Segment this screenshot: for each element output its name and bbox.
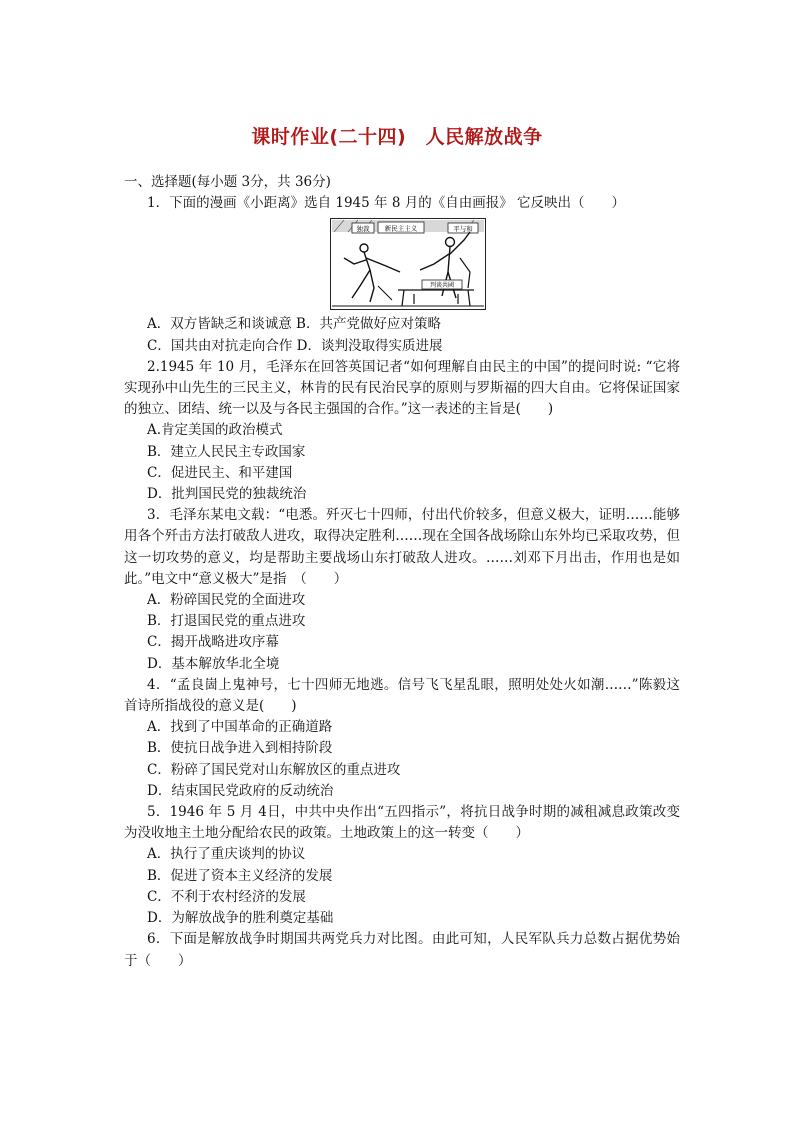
question-4-option-a: A．找到了中国革命的正确道路 — [147, 719, 333, 736]
question-5-option-c: C．不利于农村经济的发展 — [147, 888, 306, 905]
table-sign-text: 判谈共國 — [429, 282, 455, 290]
question-2-option-a: A.肯定美国的政治模式 — [147, 422, 283, 439]
question-2-stem: 2.1945 年 10 月，毛泽东在回答英国记者“如何理解自由民主的中国”的提问时说: “它将实现孙中山先生的三民主义，林肯的民有民治民享的原则与罗斯福的四大自由。它将保证国家的独立、团结、统一以及与各民主强国的合作。”这一表述的主旨是( ) — [124, 358, 680, 418]
question-2-option-d: D．批判国民党的独裁统治 — [147, 486, 307, 503]
question-4-option-b: B．使抗日战争进入到相持阶段 — [147, 740, 333, 757]
question-3-option-a: A．粉碎国民党的全面进攻 — [147, 592, 306, 609]
section-heading: 一、选择题(每小题 3分，共 36分) — [124, 174, 331, 190]
question-2-option-c: C．促进民主、和平建国 — [147, 464, 293, 481]
page-title: 课时作业(二十四) 人民解放战争 — [251, 126, 543, 148]
question-4-option-c: C．粉碎了国民党对山东解放区的重点进攻 — [147, 761, 401, 778]
cartoon-image — [330, 218, 486, 310]
question-2-option-b: B．建立人民民主专政国家 — [147, 443, 306, 460]
question-3-option-c: C．揭开战略进攻序幕 — [147, 634, 279, 651]
question-5-stem: 5．1946 年 5 月 4日，中共中央作出“五四指示”，将抗日战争时期的减租减息政策改变为没收地主土地分配给农民的政策。土地政策上的这一转变（ ） — [124, 804, 680, 842]
question-1-stem: 1．下面的漫画《小距离》选自 1945 年 8 月的《自由画报》 它反映出（ ） — [147, 195, 625, 212]
question-5-option-a: A．执行了重庆谈判的协议 — [147, 846, 306, 863]
question-3-stem: 3．毛泽东某电文载：“电悉。歼灭七十四师，付出代价较多，但意义极大，证明……能够用各个歼击方法打破敌人进攻，取得决定胜利……现在全国各战场除山东外均已采取攻势，但这一切攻势的意义，均是帮助主要战场山东打破敌人进攻。……刘邓下月出击，作用也是如此。”电文中“意义极大”是指 （ ） — [124, 507, 680, 587]
question-list — [124, 172, 680, 972]
question-5-option-b: B．促进了资本主义经济的发展 — [147, 867, 333, 884]
sign-left-text: 独裁 — [356, 225, 370, 234]
question-4-option-d: D．结束国民党政府的反动统治 — [147, 782, 334, 799]
sign-middle-text: 新民主主义 — [384, 224, 418, 233]
question-1-options-row-2: C．国共由对抗走向合作 D．谈判没取得实质进展 — [147, 337, 443, 354]
question-4-stem: 4．“孟良崮上鬼神号，七十四师无地逃。信号飞飞星乱眼，照明处处火如潮……”陈毅这首诗所指战役的意义是( ) — [124, 676, 680, 715]
question-5-option-d: D．为解放战争的胜利奠定基础 — [147, 910, 334, 927]
sign-right-text: 平与和 — [453, 225, 473, 234]
question-3-option-d: D．基本解放华北全境 — [147, 655, 280, 672]
question-3-option-b: B．打退国民党的重点进攻 — [147, 613, 306, 630]
question-1-options-row-1: A．双方皆缺乏和谈诚意 B．共产党做好应对策略 — [147, 316, 441, 333]
question-6-stem: 6．下面是解放战争时期国共两党兵力对比图。由此可知，人民军队兵力总数占据优势始于（ ） — [124, 931, 680, 969]
